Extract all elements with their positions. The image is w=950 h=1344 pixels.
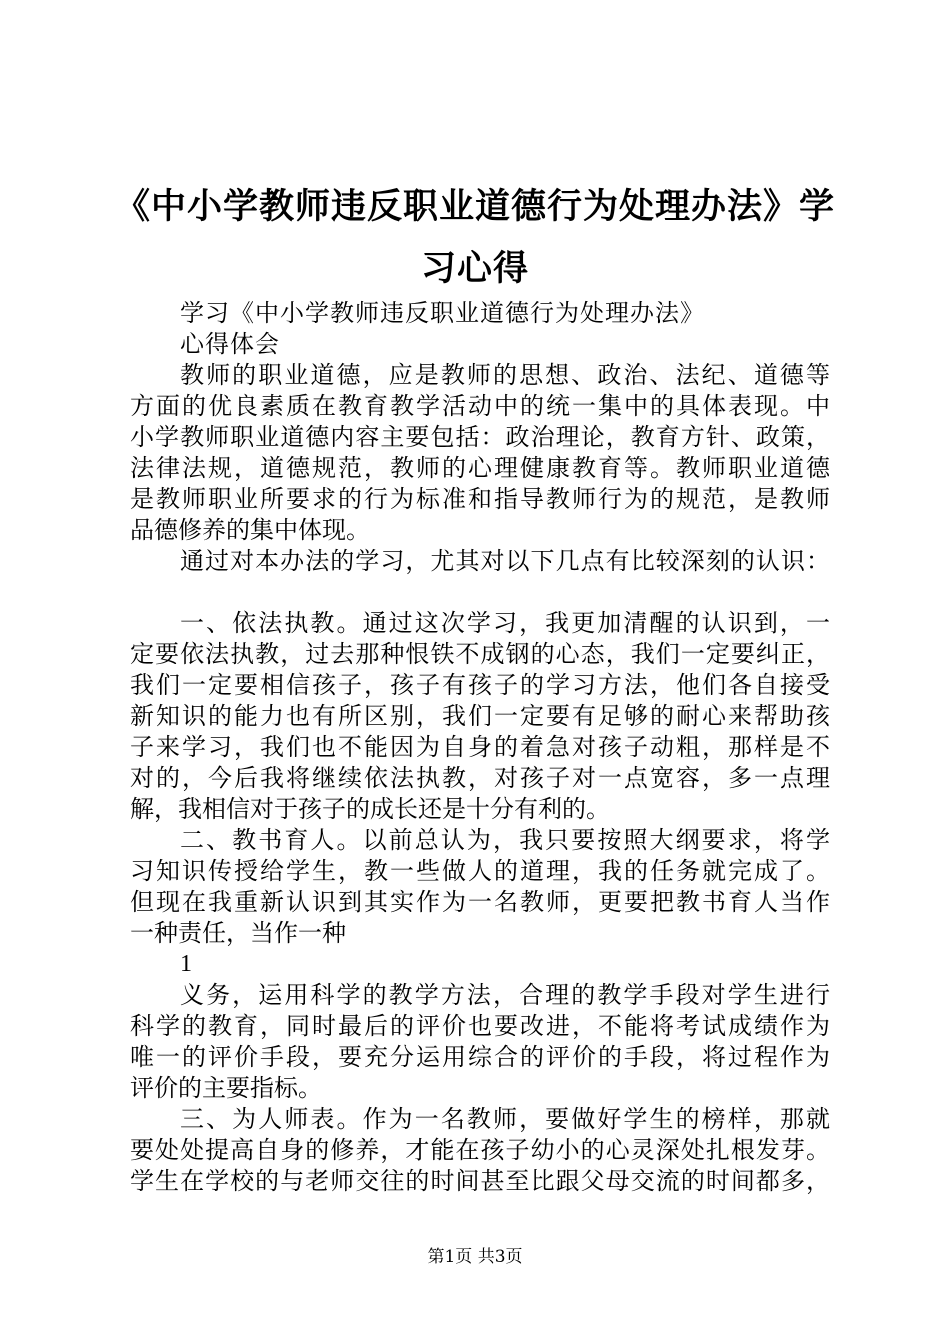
text-line: 品德修养的集中体现。 — [130, 516, 370, 544]
text-line: 一、依法执教。通过这次学习，我更加清醒的认识到，一 — [180, 609, 830, 637]
paragraph-point-1 — [130, 608, 830, 825]
page-footer: 第1页 共3页 — [427, 1247, 523, 1267]
subtitle-line-2: 心得体会 — [180, 330, 280, 358]
text-line: 新知识的能力也有所区别，我们一定要有足够的耐心来帮助孩 — [130, 702, 830, 730]
text-line: 学生在学校的与老师交往的时间甚至比跟父母交流的时间都多， — [130, 1167, 830, 1195]
text-line: 评价的主要指标。 — [130, 1074, 322, 1102]
text-line: 科学的教育，同时最后的评价也要改进，不能将考试成绩作为 — [130, 1012, 830, 1040]
text-line: 子来学习，我们也不能因为自身的着急对孩子动粗，那样是不 — [130, 733, 830, 761]
text-line: 法律法规，道德规范，教师的心理健康教育等。教师职业道德 — [130, 454, 830, 482]
title-line-1: 《中小学教师违反职业道德行为处理办法》学 — [114, 187, 835, 227]
inline-page-number: 1 — [180, 951, 192, 977]
text-line: 但现在我重新认识到其实作为一名教师，更要把教书育人当作 — [130, 888, 830, 916]
paragraph-lead-in — [130, 546, 830, 577]
subtitle-line-1: 学习《中小学教师违反职业道德行为处理办法》 — [180, 299, 705, 327]
document-body — [130, 298, 830, 1197]
blank-line — [130, 577, 830, 608]
text-line: 教师的职业道德，应是教师的思想、政治、法纪、道德等 — [180, 361, 830, 389]
paragraph-point-2 — [130, 825, 830, 949]
text-line: 定要依法执教，过去那种恨铁不成钢的心态，我们一定要纠正， — [130, 640, 830, 668]
text-line: 一种责任，当作一种 — [130, 919, 346, 947]
text-line: 我们一定要相信孩子，孩子有孩子的学习方法，他们各自接受 — [130, 671, 830, 699]
text-line: 小学教师职业道德内容主要包括：政治理论，教育方针、政策， — [130, 423, 830, 451]
text-line: 对的，今后我将继续依法执教，对孩子对一点宽容，多一点理 — [130, 764, 830, 792]
text-line: 义务，运用科学的教学方法，合理的教学手段对学生进行 — [180, 981, 830, 1009]
text-line: 三、为人师表。作为一名教师，要做好学生的榜样，那就 — [180, 1105, 830, 1133]
text-line: 习知识传授给学生，教一些做人的道理，我的任务就完成了。 — [130, 857, 830, 885]
paragraph-point-3 — [130, 1104, 830, 1197]
text-line: 是教师职业所要求的行为标准和指导教师行为的规范，是教师 — [130, 485, 830, 513]
text-line: 二、教书育人。以前总认为，我只要按照大纲要求，将学 — [180, 826, 830, 854]
text-line: 通过对本办法的学习，尤其对以下几点有比较深刻的认识： — [180, 547, 830, 575]
paragraph-intro — [130, 360, 830, 546]
title-line-2: 习心得 — [420, 249, 529, 289]
text-line: 唯一的评价手段，要充分运用综合的评价的手段，将过程作为 — [130, 1043, 830, 1071]
paragraph-continued — [130, 980, 830, 1104]
document-title — [110, 176, 840, 300]
text-line: 解，我相信对于孩子的成长还是十分有利的。 — [130, 795, 610, 823]
text-line: 方面的优良素质在教育教学活动中的统一集中的具体表现。中 — [130, 392, 830, 420]
text-line: 要处处提高自身的修养，才能在孩子幼小的心灵深处扎根发芽。 — [130, 1136, 830, 1164]
